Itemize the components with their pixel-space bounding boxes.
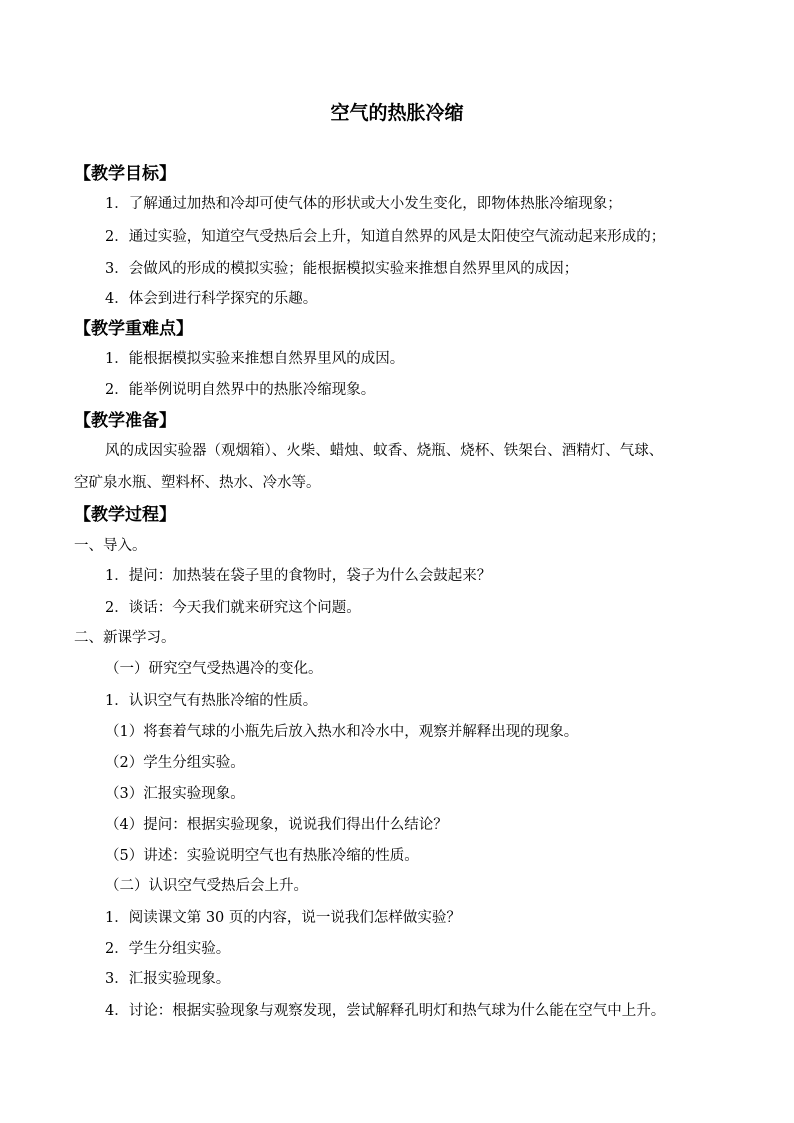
process-line: 3．汇报实验现象。 [105, 971, 231, 987]
process-line: 2．学生分组实验。 [105, 941, 231, 957]
document-title: 空气的热胀冷缩 [330, 102, 464, 124]
process-line: （5）讲述：实验说明空气也有热胀冷缩的性质。 [105, 848, 419, 864]
process-line: 二、新课学习。 [74, 630, 176, 646]
objective-item: 2．通过实验，知道空气受热后会上升，知道自然界的风是太阳使空气流动起来形成的； [105, 229, 666, 245]
preparation-text: 风的成因实验器（观烟箱）、火柴、蜡烛、蚊香、烧瓶、烧杯、铁架台、酒精灯、气球、 [105, 443, 664, 459]
process-line: 一、导入。 [74, 538, 147, 554]
process-line: 4．讨论：根据实验现象与观察发现，尝试解释孔明灯和热气球为什么能在空气中上升。 [105, 1003, 666, 1019]
objective-item: 3．会做风的形成的模拟实验；能根据模拟实验来推想自然界里风的成因； [105, 261, 579, 277]
process-line: （二）认识空气受热后会上升。 [105, 878, 308, 894]
key-point-item: 1．能根据模拟实验来推想自然界里风的成因。 [105, 351, 405, 367]
objective-item: 1．了解通过加热和冷却可使气体的形状或大小发生变化，即物体热胀冷缩现象； [105, 196, 622, 212]
process-line: （4）提问：根据实验现象，说说我们得出什么结论？ [105, 817, 448, 833]
process-line: （3）汇报实验现象。 [105, 786, 245, 802]
process-line: （1）将套着气球的小瓶先后放入热水和冷水中，观察并解释出现的现象。 [105, 724, 579, 740]
section-heading-process: 【教学过程】 [74, 505, 176, 525]
key-point-item: 2．能举例说明自然界中的热胀冷缩现象。 [105, 382, 376, 398]
preparation-text: 空矿泉水瓶、塑料杯、热水、冷水等。 [74, 475, 321, 491]
section-heading-objectives: 【教学目标】 [74, 164, 176, 184]
section-heading-key-points: 【教学重难点】 [74, 319, 193, 339]
objective-item: 4．体会到进行科学探究的乐趣。 [105, 291, 318, 307]
process-line: 1．认识空气有热胀冷缩的性质。 [105, 693, 318, 709]
process-line: 1．阅读课文第 30 页的内容，说一说我们怎样做实验？ [105, 910, 461, 926]
process-line: （2）学生分组实验。 [105, 755, 245, 771]
process-line: （一）研究空气受热遇冷的变化。 [105, 661, 323, 677]
process-line: 1．提问：加热装在袋子里的食物时，袋子为什么会鼓起来？ [105, 568, 492, 584]
process-line: 2．谈话：今天我们就来研究这个问题。 [105, 600, 361, 616]
section-heading-preparation: 【教学准备】 [74, 411, 176, 431]
